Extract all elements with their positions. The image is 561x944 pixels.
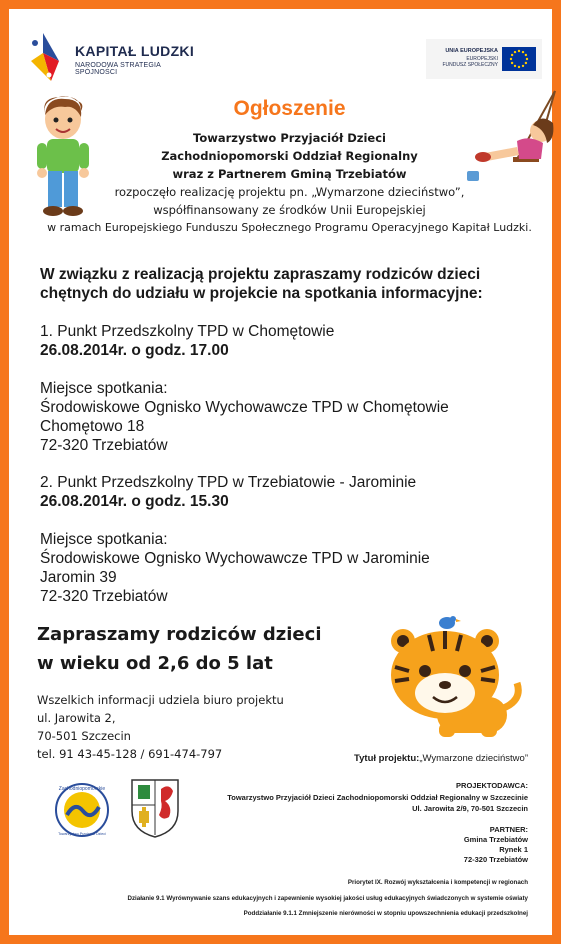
meeting-1-date: 26.08.2014r. o godz. 17.00 bbox=[40, 342, 229, 359]
meeting-2-date: 26.08.2014r. o godz. 15.30 bbox=[40, 493, 229, 510]
meeting-1-title: 1. Punkt Przedszkolny TPD w Chomętowie bbox=[40, 323, 335, 340]
footer-measure: Działanie 9.1 Wyrównywanie szans edukacyjnych i zapewnienie wysokiej jakości usług edukacyjnych świadczonych w systemie oświaty bbox=[127, 895, 528, 902]
org-branch-line: Zachodniopomorski Oddział Regionalny bbox=[161, 149, 418, 163]
partner-line: wraz z Partnerem Gminą Trzebiatów bbox=[172, 167, 407, 181]
cofinancing-line: współfinansowany ze środków Unii Europejskiej bbox=[153, 203, 426, 217]
project-office-info bbox=[37, 691, 284, 763]
footer-priority: Priorytet IX. Rozwój wykształcenia i kompetencji w regionach bbox=[347, 879, 528, 886]
meeting-1 bbox=[40, 322, 540, 455]
programme-line: w ramach Europejskiego Funduszu Społecznego Programu Operacyjnego Kapitał Ludzki. bbox=[47, 221, 532, 234]
office-line2: ul. Jarowita 2, bbox=[37, 711, 116, 725]
sponsor-label: PROJEKTODAWCA: bbox=[456, 781, 528, 790]
meeting-1-address1: Chomętowo 18 bbox=[40, 418, 145, 435]
kapital-ludzki-emblem-icon bbox=[29, 31, 69, 83]
sponsor-address: Ul. Jarowita 2/9, 70-501 Szczecin bbox=[412, 804, 528, 813]
office-phone: tel. 91 43-45-128 / 691-474-797 bbox=[37, 747, 223, 761]
partner-street: Rynek 1 bbox=[499, 845, 528, 854]
org-name-line: Towarzystwo Przyjaciół Dzieci bbox=[193, 131, 386, 145]
tiger-illustration-icon bbox=[381, 613, 531, 745]
tpd-badge-bottom-text: Towarzystwo Przyjaciół Dzieci bbox=[58, 832, 106, 836]
sponsor-name: Towarzystwo Przyjaciół Dzieci Zachodniopomorski Oddział Regionalny w Szczecinie bbox=[227, 792, 528, 802]
project-sponsor bbox=[227, 780, 528, 815]
office-line3: 70-501 Szczecin bbox=[37, 729, 131, 743]
office-line1: Wszelkich informacji udziela biuro projektu bbox=[37, 693, 284, 707]
kapital-ludzki-title: KAPITAŁ LUDZKI bbox=[75, 43, 195, 59]
tpd-badge-top-text: Zachodniopomorskie bbox=[58, 786, 106, 792]
tpd-badge-logo bbox=[49, 781, 115, 839]
age-invitation-line2: w wieku od 2,6 do 5 lat bbox=[37, 653, 273, 674]
meeting-2-place-label: Miejsce spotkania: bbox=[40, 531, 168, 548]
kapital-ludzki-logo bbox=[29, 31, 199, 83]
meeting-1-place-label: Miejsce spotkania: bbox=[40, 380, 168, 397]
meeting-1-place-name: Środowiskowe Ognisko Wychowawcze TPD w Chomętowie bbox=[40, 399, 449, 416]
eu-logo bbox=[426, 39, 542, 79]
project-title-value: „Wymarzone dzieciństwo” bbox=[419, 753, 528, 764]
trzebiatow-coat-of-arms-icon bbox=[129, 777, 181, 839]
meeting-1-address2: 72-320 Trzebiatów bbox=[40, 437, 168, 454]
kapital-ludzki-subtitle: NARODOWA STRATEGIA SPÓJNOŚCI bbox=[75, 62, 161, 76]
project-title-label: Tytuł projektu: bbox=[354, 753, 420, 764]
eu-flag-icon bbox=[502, 47, 536, 71]
age-invitation-line1: Zapraszamy rodziców dzieci bbox=[37, 624, 322, 645]
announcement-heading: Ogłoszenie bbox=[233, 97, 346, 120]
meeting-2-title: 2. Punkt Przedszkolny TPD w Trzebiatowie - Jarominie bbox=[40, 474, 417, 491]
invitation-text bbox=[40, 265, 540, 303]
meeting-2-place-name: Środowiskowe Ognisko Wychowawcze TPD w Jarominie bbox=[40, 550, 430, 567]
eu-logo-line3-text: FUNDUSZ SPOŁECZNY bbox=[442, 62, 498, 68]
project-partner bbox=[464, 825, 528, 865]
invitation-line2: chętnych do udziału w projekcie na spotkania informacyjne: bbox=[40, 285, 483, 302]
project-start-line: rozpoczęło realizację projektu pn. „Wymarzone dzieciństwo”, bbox=[114, 185, 465, 199]
eu-logo-line2-text: EUROPEJSKI bbox=[466, 56, 498, 62]
meeting-2-address1: Jaromin 39 bbox=[40, 569, 117, 586]
age-invitation bbox=[37, 620, 321, 678]
meeting-2 bbox=[40, 473, 540, 606]
partner-city: 72-320 Trzebiatów bbox=[463, 855, 528, 864]
partner-label: PARTNER: bbox=[489, 825, 528, 834]
eu-logo-line1: UNIA EUROPEJSKA bbox=[445, 48, 498, 54]
eu-logo-line2 bbox=[442, 56, 498, 68]
project-title bbox=[354, 753, 528, 764]
footer-submeasure: Poddziałanie 9.1.1 Zmniejszenie nierówności w stopniu upowszechnienia edukacji przedszkolnej bbox=[243, 910, 528, 917]
partner-name: Gmina Trzebiatów bbox=[463, 835, 528, 844]
meeting-2-address2: 72-320 Trzebiatów bbox=[40, 588, 168, 605]
invitation-line1: W związku z realizacją projektu zapraszamy rodziców dzieci bbox=[40, 266, 481, 283]
